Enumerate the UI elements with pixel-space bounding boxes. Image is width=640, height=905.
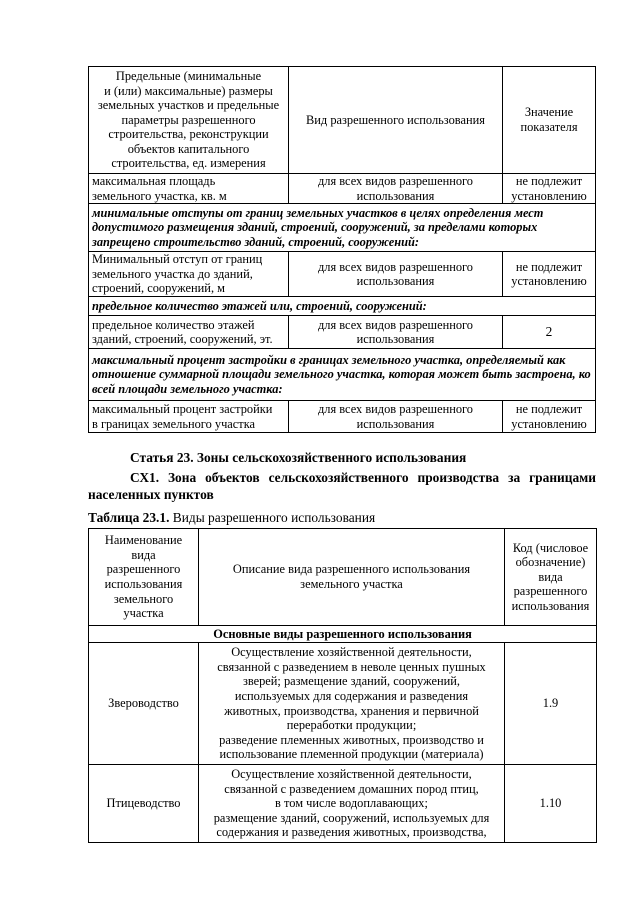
zone-title: СХ1. Зона объектов сельскохозяйственного производства за границами населенных пунктов xyxy=(88,470,596,502)
table-caption-text: Виды разрешенного использования xyxy=(169,510,376,525)
header-use-type: Вид разрешенного использования xyxy=(289,67,503,174)
param-coverage: максимальный процент застройки в границах земельного участка xyxy=(89,401,289,433)
article-title: Статья 23. Зоны сельскохозяйственного использования xyxy=(130,450,467,465)
section-coverage: максимальный процент застройки в границах земельного участка, определяемый как отношение суммарной площади земельного участка, которая может быть застроена, ко всей площади земельного участка: xyxy=(89,349,596,401)
use-code: 1.10 xyxy=(505,765,597,843)
use-name: Звероводство xyxy=(89,643,199,765)
header-use-name: Наименование вида разрешенного использования земельного участка xyxy=(89,529,199,626)
header-parameters: Предельные (минимальные и (или) максимальные) размеры земельных участков и предельные параметры разрешенного строительства, реконструкции объектов капитального строительства, ед. измерения xyxy=(89,67,289,174)
use-description: Осуществление хозяйственной деятельности, связанной с разведением в неволе ценных пушных зверей; размещение зданий, сооружений, используемых для содержания и разведения животных, производства, хранения и первичной переработки продукции; разведение племенных животных, производство и использование племенной продукции (материала) xyxy=(199,643,505,765)
header-use-description: Описание вида разрешенного использования земельного участка xyxy=(199,529,505,626)
param-min-offset: Минимальный отступ от границ земельного участка до зданий, строений, сооружений, м xyxy=(89,252,289,297)
value-min-offset: не подлежит установлению xyxy=(503,252,596,297)
use-coverage: для всех видов разрешенного использования xyxy=(289,401,503,433)
section-min-offsets: минимальные отступы от границ земельных участков в целях определения мест допустимого размещения зданий, строений, сооружений, за пределами которых запрещено строительство зданий, строений, сооружений: xyxy=(89,204,596,252)
table-caption xyxy=(88,509,375,526)
section-main-uses: Основные виды разрешенного использования xyxy=(89,626,597,643)
table-caption-label: Таблица 23.1. xyxy=(88,510,170,525)
value-max-area: не подлежит установлению xyxy=(503,174,596,204)
value-coverage: не подлежит установлению xyxy=(503,401,596,433)
value-floors: 2 xyxy=(503,316,596,349)
limits-table xyxy=(88,66,596,433)
param-floors: предельное количество этажей зданий, строений, сооружений, эт. xyxy=(89,316,289,349)
use-floors: для всех видов разрешенного использования xyxy=(289,316,503,349)
use-name: Птицеводство xyxy=(89,765,199,843)
use-description: Осуществление хозяйственной деятельности, связанной с разведением домашних пород птиц, в том числе водоплавающих; размещение зданий, сооружений, используемых для содержания и разведения животных, производства, xyxy=(199,765,505,843)
use-max-area: для всех видов разрешенного использования xyxy=(289,174,503,204)
param-max-area: максимальная площадь земельного участка, кв. м xyxy=(89,174,289,204)
permitted-uses-table xyxy=(88,528,597,843)
use-code: 1.9 xyxy=(505,643,597,765)
header-value: Значение показателя xyxy=(503,67,596,174)
header-use-code: Код (числовое обозначение) вида разрешенного использования xyxy=(505,529,597,626)
section-floors: предельное количество этажей или, строений, сооружений: xyxy=(89,297,596,316)
use-min-offset: для всех видов разрешенного использования xyxy=(289,252,503,297)
